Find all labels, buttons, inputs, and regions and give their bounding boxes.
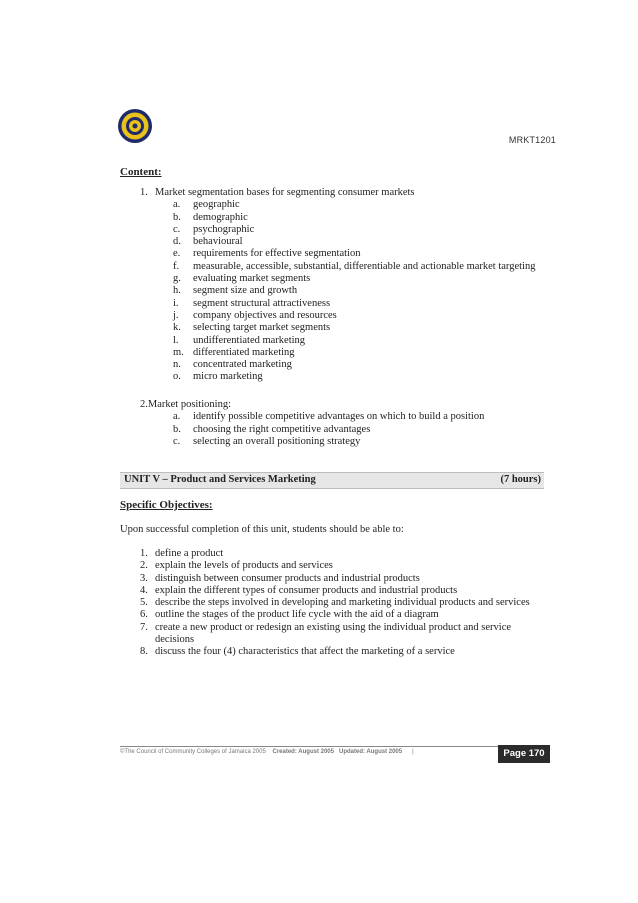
sublist-item — [173, 298, 535, 310]
positioning-list — [140, 399, 484, 448]
sublist-letter: i. — [173, 297, 179, 309]
sublist-letter: b. — [173, 423, 181, 435]
objective-item — [140, 585, 530, 597]
sublist-letter: k. — [173, 322, 181, 334]
list-item: 2.Market positioning: — [140, 399, 231, 410]
sublist-letter: h. — [173, 285, 181, 297]
sublist-letter: d. — [173, 236, 181, 248]
course-code: MRKT1201 — [508, 135, 556, 145]
objective-number: 7. — [140, 621, 148, 633]
sublist-text: undifferentiated marketing — [193, 334, 306, 346]
objective-number: 8. — [140, 646, 148, 658]
sublist-item — [173, 424, 484, 436]
sublist-text: identify possible competitive advantages on which to build a position — [193, 411, 485, 423]
objective-item — [140, 597, 530, 609]
sublist-item — [173, 359, 535, 371]
objective-text: explain the different types of consumer products and industrial products — [155, 584, 458, 596]
sublist-item — [173, 436, 484, 448]
objective-item — [140, 646, 530, 658]
list-item: 1. Market segmentation bases for segmenting consumer markets — [140, 187, 415, 198]
sublist-text: requirements for effective segmentation — [193, 248, 361, 260]
objective-item — [140, 609, 530, 621]
sublist-letter: m. — [173, 346, 184, 358]
sublist-text: concentrated marketing — [193, 359, 292, 371]
objective-text: distinguish between consumer products and industrial products — [155, 572, 420, 584]
sublist-text: selecting target market segments — [193, 322, 331, 334]
objective-item — [140, 622, 530, 634]
sublist-letter: f. — [173, 260, 180, 272]
sublist-text: behavioural — [193, 236, 243, 248]
objective-number: 3. — [140, 572, 148, 584]
sublist-letter: o. — [173, 371, 181, 383]
objective-number: 5. — [140, 597, 148, 609]
content-heading: Content: — [120, 166, 162, 178]
sublist-item — [173, 248, 535, 260]
sublist-letter: c. — [173, 435, 181, 447]
sublist-letter: j. — [173, 309, 179, 321]
objectives-heading: Specific Objectives: — [120, 499, 213, 511]
sublist-text: psychographic — [193, 223, 255, 235]
objective-item — [140, 548, 530, 560]
sublist-item — [173, 273, 535, 285]
sublist-text: selecting an overall positioning strategy — [193, 435, 361, 447]
footer — [120, 749, 414, 755]
objective-continuation: decisions — [155, 634, 195, 646]
sublist-item — [173, 285, 535, 297]
sublist-text: differentiated marketing — [193, 346, 295, 358]
objective-item — [140, 573, 530, 585]
sublist-text: demographic — [193, 211, 248, 223]
objective-text: define a product — [155, 548, 224, 559]
sublist-item — [173, 411, 484, 423]
objective-text: outline the stages of the product life cycle with the aid of a diagram — [155, 609, 439, 621]
sublist-text: geographic — [193, 199, 240, 211]
sublist — [173, 411, 484, 448]
sublist — [173, 199, 535, 383]
sublist-text: choosing the right competitive advantages — [193, 423, 371, 435]
sublist-letter: c. — [173, 223, 181, 235]
council-seal-logo — [117, 108, 153, 144]
sublist-letter: a. — [173, 199, 181, 211]
sublist-letter: n. — [173, 359, 181, 371]
footer-copyright: ©The Council of Community Colleges of Jamaica 2005 — [120, 749, 266, 755]
sublist-item — [173, 371, 535, 383]
sublist-item — [173, 212, 535, 224]
unit-title: UNIT V – Product and Services Marketing — [124, 474, 316, 485]
sublist-item — [173, 224, 535, 236]
sublist-text: evaluating market segments — [193, 273, 311, 285]
sublist-item — [173, 335, 535, 347]
objective-text: create a new product or redesign an existing using the individual product and service — [155, 621, 512, 633]
sublist-letter: a. — [173, 411, 181, 423]
objectives-list — [140, 548, 530, 659]
sublist-text: segment structural attractiveness — [193, 297, 331, 309]
sublist-letter: l. — [173, 334, 179, 346]
sublist-text: company objectives and resources — [193, 309, 337, 321]
footer-updated: Updated: August 2005 — [338, 749, 403, 755]
sublist-text: segment size and growth — [193, 285, 298, 297]
sublist-item — [173, 322, 535, 334]
footer-rule — [120, 746, 528, 747]
unit-hours: (7 hours) — [500, 474, 541, 485]
footer-created: Created: August 2005 — [272, 749, 334, 755]
sublist-letter: e. — [173, 248, 181, 260]
sublist-letter: b. — [173, 211, 181, 223]
objective-item — [140, 560, 530, 572]
sublist-text: measurable, accessible, substantial, differentiable and actionable market targeting — [193, 260, 536, 272]
footer-separator: | — [412, 749, 414, 755]
objectives-intro: Upon successful completion of this unit, students should be able to: — [120, 524, 404, 535]
objective-number: 6. — [140, 609, 148, 621]
objective-number: 2. — [140, 560, 148, 572]
sublist-item — [173, 199, 535, 211]
sublist-letter: g. — [173, 273, 181, 285]
sublist-item — [173, 261, 535, 273]
objective-text: discuss the four (4) characteristics that affect the marketing of a service — [155, 646, 455, 658]
objective-text: describe the steps involved in developing and marketing individual products and services — [155, 597, 530, 609]
segmentation-list — [140, 187, 535, 384]
objective-number: 4. — [140, 584, 148, 596]
sublist-text: micro marketing — [193, 371, 263, 383]
sublist-item — [173, 236, 535, 248]
page-number: Page 170 — [498, 745, 550, 763]
objective-text: explain the levels of products and services — [155, 560, 333, 572]
objective-number: 1. — [140, 548, 148, 559]
sublist-item — [173, 347, 535, 359]
sublist-item — [173, 310, 535, 322]
